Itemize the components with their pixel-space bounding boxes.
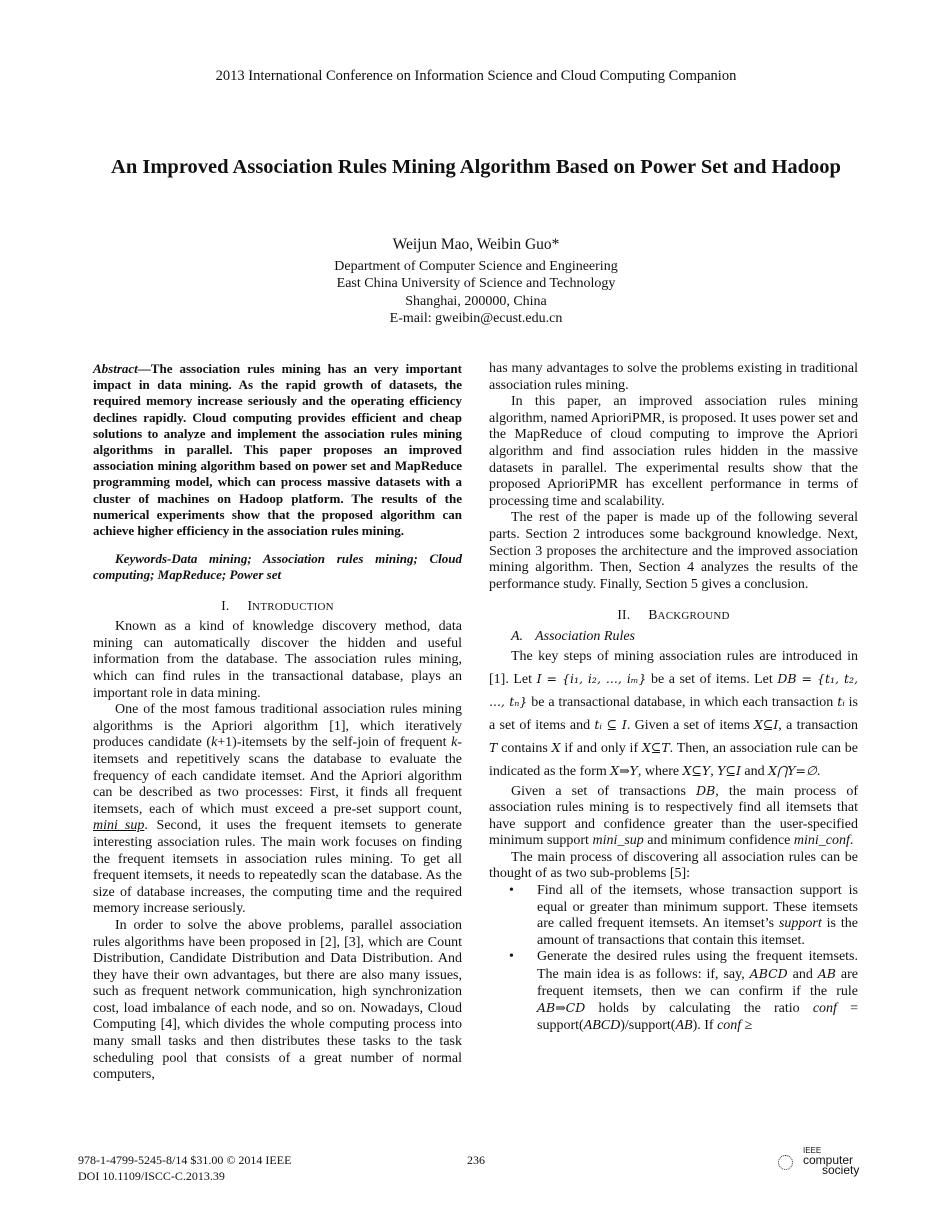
bullet-glyph: • — [509, 949, 514, 965]
abstract — [93, 361, 462, 539]
intro-paragraph-2 — [93, 702, 462, 918]
text-span: . Second, it uses the frequent itemsets to generate interesting association rules. The main work focuses on finding the frequent itemsets in association rules mining. To get all frequent itemsets, it needs to repeatedly scan the database. As the size of database increases, the computing time and the required memory increase seriously. — [93, 818, 462, 917]
text-span: is a set of items and — [489, 694, 859, 733]
section-number: II. — [617, 607, 631, 623]
text-span: Generate the desired rules using the frequent itemsets. The main idea is as follows: if, say, — [537, 949, 858, 983]
affiliation-department: Department of Computer Science and Engineering — [334, 259, 618, 274]
equation-rule: AB⇒CD — [537, 1000, 586, 1016]
affiliation-university: East China University of Science and Technology — [336, 276, 616, 292]
equation-X-subset-I: X⊆I — [753, 716, 779, 732]
italic-term: ABCD — [583, 1017, 621, 1033]
mini-sup-term: mini_sup — [592, 833, 644, 849]
italic-k: k — [451, 735, 458, 751]
text-span: , the main process of association rules mining is to respectively find all itemsets that have support and confidence greater than the user-specified minimum support — [489, 783, 858, 849]
text-span: holds by calculating the ratio — [585, 1001, 813, 1017]
authors: Weijun Mao, Weibin Guo* — [392, 236, 560, 253]
footer-doi[interactable]: DOI 10.1109/ISCC-C.2013.39 — [78, 1168, 225, 1183]
equation-AB: AB — [817, 966, 836, 982]
intro-paragraph-4: In this paper, an improved association rules mining algorithm, named AprioriPMR, is proposed. It uses power set and the MapReduce of cloud computing to improve the Apriori algorithm and find association rules hidden in the massive datasets in parallel. The experimental results show that the proposed AprioriPMR has excellent performance in terms of processing time and scalability. — [489, 394, 858, 509]
equation-T: T — [489, 739, 498, 755]
text-span: be a set of items. Let — [646, 671, 778, 687]
italic-term: AB — [675, 1017, 693, 1033]
text-span: . Given a set of items — [626, 717, 754, 733]
text-span: Given a set of transactions — [511, 783, 697, 799]
footer-isbn: 978-1-4799-5245-8/14 $31.00 © 2014 IEEE — [78, 1153, 292, 1167]
text-span: contains — [497, 740, 552, 756]
text-span: be a transactional database, in which each transaction — [527, 694, 838, 710]
text-span: . Then, an association rule can be indicated as the form — [489, 740, 859, 779]
equation-DB: DB = {t₁, t₂, ..., tₙ} — [489, 670, 858, 709]
ieee-computer-society-logo — [778, 1147, 864, 1177]
mini-conf-term: mini_conf — [793, 833, 850, 849]
text-span: Find all of the itemsets, whose transaction support is equal or greater than minimum support. These itemsets are called frequent itemsets. An itemset’s — [537, 883, 858, 932]
paper-title: An Improved Association Rules Mining Algorithm Based on Power Set and Hadoop — [111, 156, 841, 178]
equation-ti: tᵢ — [837, 693, 845, 709]
affiliation-city: Shanghai, 200000, China — [405, 293, 547, 309]
page-number: 236 — [467, 1153, 485, 1167]
equation-X-implies-Y: X⇒Y — [610, 762, 638, 778]
equation-Y-subset-I: Y⊆I — [717, 762, 741, 778]
text-span: +1)-itemsets by the self-join of frequent — [217, 735, 452, 751]
text-span: ). If — [692, 1017, 718, 1033]
list-item — [509, 883, 858, 949]
bullet-glyph: • — [509, 883, 514, 899]
logo-text-computer: computer — [803, 1153, 854, 1167]
equation-ABCD: ABCD — [749, 966, 788, 982]
section-heading-introduction — [93, 598, 462, 616]
text-span: if and only if — [560, 740, 642, 756]
text-span: and — [787, 967, 818, 983]
subsection-title: Association Rules — [535, 628, 635, 644]
logo-ring-icon — [778, 1155, 793, 1170]
text-span: , — [710, 763, 718, 779]
section-title-cap: B — [648, 607, 658, 623]
equation-X: X — [551, 739, 561, 755]
affiliation-email[interactable]: E-mail: gweibin@ecust.edu.cn — [389, 310, 563, 326]
text-span: , a transaction — [778, 717, 858, 733]
section-title-rest: ACKGROUND — [657, 610, 730, 623]
abstract-lead: Abstract — [93, 361, 138, 376]
text-span: is the amount of transactions that contain this itemset. — [537, 916, 858, 948]
subproblem-list — [489, 883, 858, 1034]
subsection-number: A. — [511, 628, 524, 644]
text-span: and minimum confidence — [643, 833, 794, 849]
text-span: One of the most famous traditional association rules mining algorithms is the Apriori algorithm [1], which iteratively produces candidate ( — [93, 702, 462, 751]
text-span: ≥ — [741, 1017, 753, 1033]
text-span: . — [816, 763, 821, 779]
equation-ti-subset-I: tᵢ ⊆ I — [594, 716, 627, 732]
text-span: and — [740, 763, 769, 779]
section-title-rest: NTRODUCTION — [252, 600, 334, 613]
background-paragraph-2 — [489, 783, 858, 850]
conference-header: 2013 International Conference on Information Science and Cloud Computing Companion — [215, 68, 737, 84]
text-span: , where — [637, 763, 683, 779]
equation-X-subset-T: X⊆T — [641, 739, 670, 755]
intro-paragraph-3: In order to solve the above problems, parallel association rules algorithms have been proposed in [2], [3], which are Count Distribution, Candidate Distribution and Data Distribution. And they have their own advantages, but there are also many issues, such as frequent network communication, high synchronization cost, load imbalance of each node, and so on. Nowadays, Cloud Computing [4], which divides the whole computing process into many small tasks and then distributes these tasks to the task scheduling pool that consists of a great number of normal computers, — [93, 917, 462, 1083]
right-column — [489, 361, 858, 1034]
section-number: I. — [221, 597, 230, 613]
mini-sup-term: mini_sup — [93, 818, 145, 834]
equation-DB-2: DB — [696, 782, 716, 798]
intro-paragraph-5: The rest of the paper is made up of the following several parts. Section 2 introduces some background knowledge. Next, Section 3 proposes the architecture and the improved association mining algorithm. Then, Section 4 analyzes the results of the performance study. Finally, Section 5 gives a conclusion. — [489, 510, 858, 592]
logo-text-ieee: IEEE — [803, 1146, 822, 1155]
intro-paragraph-1: Known as a kind of knowledge discovery method, data mining can automatically discover the hidden and useful information from the database. The association rules mining, which can find rules in the transactional database, plays an important role in data mining. — [93, 619, 462, 701]
abstract-dash: — — [137, 361, 151, 376]
background-paragraph-3: The main process of discovering all association rules can be thought of as two sub-problems [5]: — [489, 849, 858, 882]
background-paragraph-1 — [489, 646, 858, 783]
keywords: Keywords-Data mining; Association rules mining; Cloud computing; MapReduce; Power set — [93, 551, 462, 583]
affiliation-block — [0, 258, 952, 327]
left-column — [93, 361, 462, 1084]
conf-term: conf — [812, 1001, 837, 1017]
text-span: = support( — [537, 1001, 858, 1033]
equation-I: I = {i₁, i₂, ..., iₘ} — [536, 670, 647, 686]
section-heading-background — [489, 607, 858, 625]
equation-X-intersect-Y: X⋂Y=∅ — [768, 762, 817, 778]
text-span: The key steps of mining association rules are introduced in [1]. Let — [489, 648, 858, 687]
italic-k: k — [211, 735, 218, 751]
text-span: )/support( — [620, 1017, 676, 1033]
section-title-cap: I — [247, 597, 253, 613]
text-span: are frequent itemsets, then we can confirm if the rule — [537, 967, 858, 999]
subsection-heading-association-rules — [489, 629, 858, 646]
text-span: . — [849, 833, 854, 849]
support-term: support — [778, 916, 822, 932]
equation-X-subset-Y: X⊆Y — [682, 762, 711, 778]
text-span: -itemsets and repetitively scans the database to evaluate the frequency of each candidate itemset. And the Apriori algorithm can be described as two processes: First, it finds all frequent itemsets, each of which must exceed a pre-set support count, — [93, 735, 462, 817]
logo-text-society: society — [822, 1163, 860, 1177]
abstract-body: The association rules mining has an very important impact in data mining. As the rapid growth of datasets, the required memory increase seriously and the operating efficiency declines rapidly. Cloud computing provides efficient and cheap solutions to analyze and implement the association rules mining algorithms in parallel. This paper proposes an improved association mining algorithm based on power set and MapReduce programming model, which can process massive datasets with a cluster of machines on Hadoop platform. The results of the numerical experiments show that the proposed algorithm can achieve higher efficiency in the association rules mining. — [93, 361, 462, 539]
list-item — [509, 949, 858, 1034]
intro-paragraph-cont: has many advantages to solve the problems existing in traditional association rules mining. — [489, 361, 858, 393]
conf-term: conf — [717, 1017, 742, 1033]
